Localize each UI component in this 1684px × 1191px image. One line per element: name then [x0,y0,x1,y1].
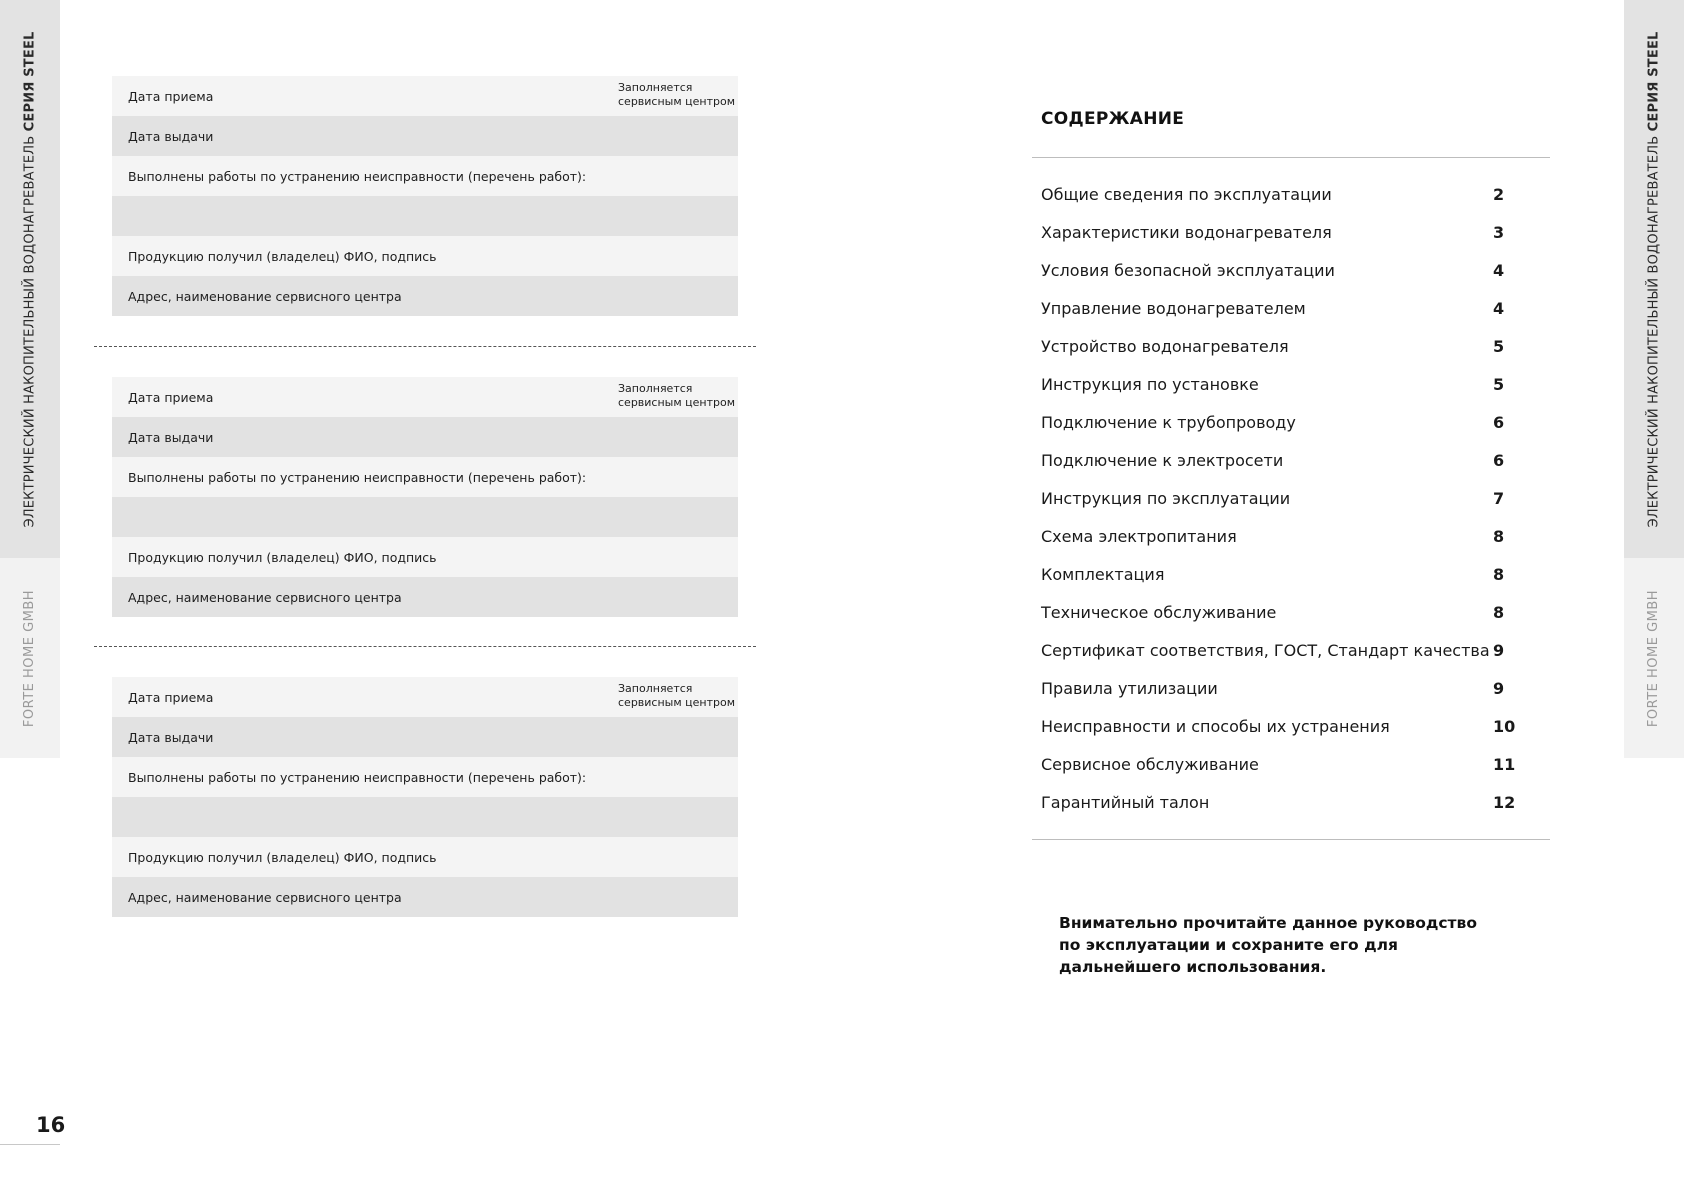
read-manual-notice [1059,912,1479,978]
toc-item[interactable] [1041,669,1541,707]
toc-item-label: Схема электропитания [1041,526,1237,546]
toc-item-page: 12 [1493,792,1516,812]
field-row-receipt-date [112,76,738,116]
toc-item-label: Инструкция по установке [1041,374,1259,394]
toc-item-label: Правила утилизации [1041,678,1218,698]
field-label: Адрес, наименование сервисного центра [128,589,402,605]
right-side-tab-product [1624,0,1684,558]
product-series-label [1647,31,1662,527]
toc-item-page: 4 [1493,298,1505,318]
toc-item[interactable] [1041,441,1541,479]
left-side-tab-product [0,0,60,558]
notice-line: Внимательно прочитайте данное руководство [1059,914,1477,932]
page-number-rule [0,1144,60,1145]
toc-item-label: Комплектация [1041,564,1165,584]
field-row-service-address [112,276,738,316]
series-name: СЕРИЯ STEEL [1646,30,1662,131]
field-row-service-address [112,577,738,617]
toc-item-label: Гарантийный талон [1041,792,1210,812]
toc-item[interactable] [1041,707,1541,745]
toc-bottom-rule [1032,839,1550,840]
toc-item[interactable] [1041,555,1541,593]
field-row-receipt-date [112,677,738,717]
note-line: Заполняется [618,81,693,94]
toc-item[interactable] [1041,365,1541,403]
field-row-work-done [112,457,738,497]
toc-top-rule [1032,157,1550,158]
page-number: 16 [36,1113,66,1137]
toc-item-page: 8 [1493,526,1505,546]
toc-item-label: Общие сведения по эксплуатации [1041,184,1332,204]
product-series-label [23,31,38,527]
toc-item-page: 3 [1493,222,1505,242]
toc-item-page: 5 [1493,336,1505,356]
brand-label: FORTE HOME GMBH [22,589,38,727]
cut-line [94,646,756,647]
toc-item[interactable] [1041,593,1541,631]
toc-item-page: 6 [1493,450,1505,470]
right-side-tab-brand [1624,558,1684,758]
left-side-tab-brand [0,558,60,758]
field-label: Дата выдачи [128,128,214,144]
field-row-blank [112,797,738,837]
field-row-issue-date [112,717,738,757]
toc-item-label: Техническое обслуживание [1041,602,1277,622]
note-line: Заполняется [618,382,693,395]
toc-item-label: Сертификат соответствия, ГОСТ, Стандарт качества [1041,640,1490,660]
field-row-receipt-date [112,377,738,417]
toc-item-label: Неисправности и способы их устранения [1041,716,1390,736]
toc-item-label: Управление водонагревателем [1041,298,1306,318]
field-row-work-done [112,156,738,196]
toc-item-label: Подключение к электросети [1041,450,1284,470]
toc-title: СОДЕРЖАНИЕ [1041,109,1185,129]
service-center-note [618,682,735,710]
field-row-service-address [112,877,738,917]
field-label: Дата выдачи [128,429,214,445]
product-name: ЭЛЕКТРИЧЕСКИЙ НАКОПИТЕЛЬНЫЙ ВОДОНАГРЕВАТЕЛЬ [1646,130,1662,528]
field-row-issue-date [112,417,738,457]
service-card-3 [112,677,738,917]
toc-item[interactable] [1041,403,1541,441]
toc-item-page: 2 [1493,184,1505,204]
field-label: Адрес, наименование сервисного центра [128,288,402,304]
toc-item[interactable] [1041,631,1541,669]
toc-item-page: 11 [1493,754,1516,774]
series-name: СЕРИЯ STEEL [22,30,38,131]
toc-item-page: 10 [1493,716,1516,736]
field-row-issue-date [112,116,738,156]
field-label: Выполнены работы по устранению неисправности (перечень работ): [128,168,587,184]
brand-label: FORTE HOME GMBH [1646,589,1662,727]
field-row-owner-signature [112,837,738,877]
notice-line: по эксплуатации и сохраните его для [1059,936,1398,954]
service-card-2 [112,377,738,617]
toc-item-page: 7 [1493,488,1505,508]
field-label: Дата выдачи [128,729,214,745]
note-line: сервисным центром [618,95,736,108]
toc-item-page: 9 [1493,678,1505,698]
field-row-blank [112,196,738,236]
toc-item-page: 4 [1493,260,1505,280]
toc-item[interactable] [1041,175,1541,213]
note-line: сервисным центром [618,396,736,409]
field-label: Адрес, наименование сервисного центра [128,889,402,905]
toc-item[interactable] [1041,745,1541,783]
note-line: Заполняется [618,682,693,695]
toc-item-label: Инструкция по эксплуатации [1041,488,1291,508]
field-row-owner-signature [112,537,738,577]
field-label: Дата приема [128,689,214,705]
toc-item-page: 8 [1493,564,1505,584]
field-label: Выполнены работы по устранению неисправности (перечень работ): [128,469,587,485]
notice-line: дальнейшего использования. [1059,958,1327,976]
toc-item-page: 9 [1493,640,1505,660]
toc-list [1041,175,1541,821]
toc-item[interactable] [1041,327,1541,365]
product-name: ЭЛЕКТРИЧЕСКИЙ НАКОПИТЕЛЬНЫЙ ВОДОНАГРЕВАТЕЛЬ [22,130,38,528]
field-row-work-done [112,757,738,797]
field-row-owner-signature [112,236,738,276]
field-label: Продукцию получил (владелец) ФИО, подпись [128,248,437,264]
field-label: Дата приема [128,88,214,104]
toc-item[interactable] [1041,517,1541,555]
service-card-1 [112,76,738,316]
toc-item-label: Подключение к трубопроводу [1041,412,1296,432]
field-label: Продукцию получил (владелец) ФИО, подпись [128,549,437,565]
toc-item[interactable] [1041,213,1541,251]
service-center-note [618,81,735,109]
toc-item-page: 6 [1493,412,1505,432]
toc-item-page: 5 [1493,374,1505,394]
note-line: сервисным центром [618,696,736,709]
cut-line [94,346,756,347]
field-label: Продукцию получил (владелец) ФИО, подпись [128,849,437,865]
field-label: Дата приема [128,389,214,405]
toc-item-label: Характеристики водонагревателя [1041,222,1332,242]
toc-item[interactable] [1041,251,1541,289]
toc-item-label: Условия безопасной эксплуатации [1041,260,1335,280]
toc-item-label: Сервисное обслуживание [1041,754,1259,774]
field-row-blank [112,497,738,537]
toc-item-label: Устройство водонагревателя [1041,336,1289,356]
toc-item[interactable] [1041,783,1541,821]
toc-item[interactable] [1041,479,1541,517]
field-label: Выполнены работы по устранению неисправности (перечень работ): [128,769,587,785]
toc-item[interactable] [1041,289,1541,327]
toc-item-page: 8 [1493,602,1505,622]
service-center-note [618,382,735,410]
